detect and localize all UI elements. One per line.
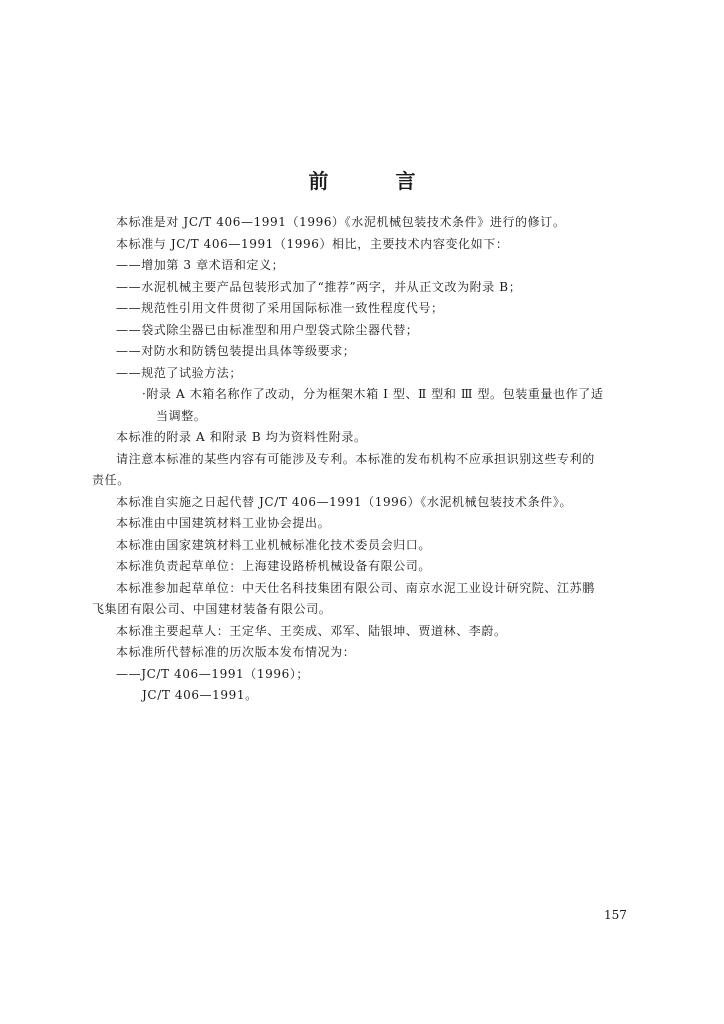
page-number: 157 <box>604 908 627 922</box>
list-item: ——增加第 3 章术语和定义； <box>116 258 285 272</box>
paragraph: 本标准由中国建筑材料工业协会提出。 <box>116 516 331 530</box>
list-item: ——规范了试验方法； <box>116 365 243 380</box>
list-item-continuation: 当调整。 <box>156 408 207 423</box>
paragraph: 本标准参加起草单位：中天仕名科技集团有限公司、南京水泥工业设计研究院、江苏鹏 <box>116 580 595 595</box>
paragraph: 本标准主要起草人：王定华、王奕成、邓军、陆银坤、贾道林、李蔚。 <box>116 623 507 638</box>
paragraph-continuation: 责任。 <box>92 473 130 487</box>
list-item: ——规范性引用文件贯彻了采用国际标准一致性程度代号； <box>116 301 444 315</box>
list-item: ——水泥机械主要产品包装形式加了“推荐”两字，并从正文改为附录 B； <box>116 279 522 294</box>
paragraph: 本标准的附录 A 和附录 B 均为资料性附录。 <box>116 430 367 444</box>
foreword-body <box>92 212 632 707</box>
list-item: ——JC/T 406—1991（1996）； <box>116 666 310 681</box>
list-item: JC/T 406—1991。 <box>142 688 258 702</box>
list-item: ——对防水和防锈包装提出具体等级要求； <box>116 344 356 358</box>
page-title: 前 言 <box>308 169 446 193</box>
paragraph: 请注意本标准的某些内容有可能涉及专利。本标准的发布机构不应承担识别这些专利的 <box>116 451 595 466</box>
paragraph: 本标准所代替标准的历次版本发布情况为： <box>116 645 356 659</box>
paragraph: 本标准是对 JC/T 406—1991（1996）《水泥机械包装技术条件》进行的修订。 <box>116 215 566 229</box>
list-item: ——袋式除尘器已由标准型和用户型袋式除尘器代替； <box>116 322 419 337</box>
list-item: ·附录 A 木箱名称作了改动，分为框架木箱 Ⅰ 型、Ⅱ 型和 Ⅲ 型。包装重量也作了适 <box>142 387 604 401</box>
paragraph: 本标准由国家建筑材料工业机械标准化技术委员会归口。 <box>116 537 432 552</box>
paragraph-continuation: 飞集团有限公司、中国建材装备有限公司。 <box>92 602 332 616</box>
paragraph: 本标准与 JC/T 406—1991（1996）相比，主要技术内容变化如下： <box>116 236 509 251</box>
paragraph: 本标准自实施之日起代替 JC/T 406—1991（1996）《水泥机械包装技术条件》。 <box>116 494 573 509</box>
paragraph: 本标准负责起草单位：上海建设路桥机械设备有限公司。 <box>116 559 432 573</box>
